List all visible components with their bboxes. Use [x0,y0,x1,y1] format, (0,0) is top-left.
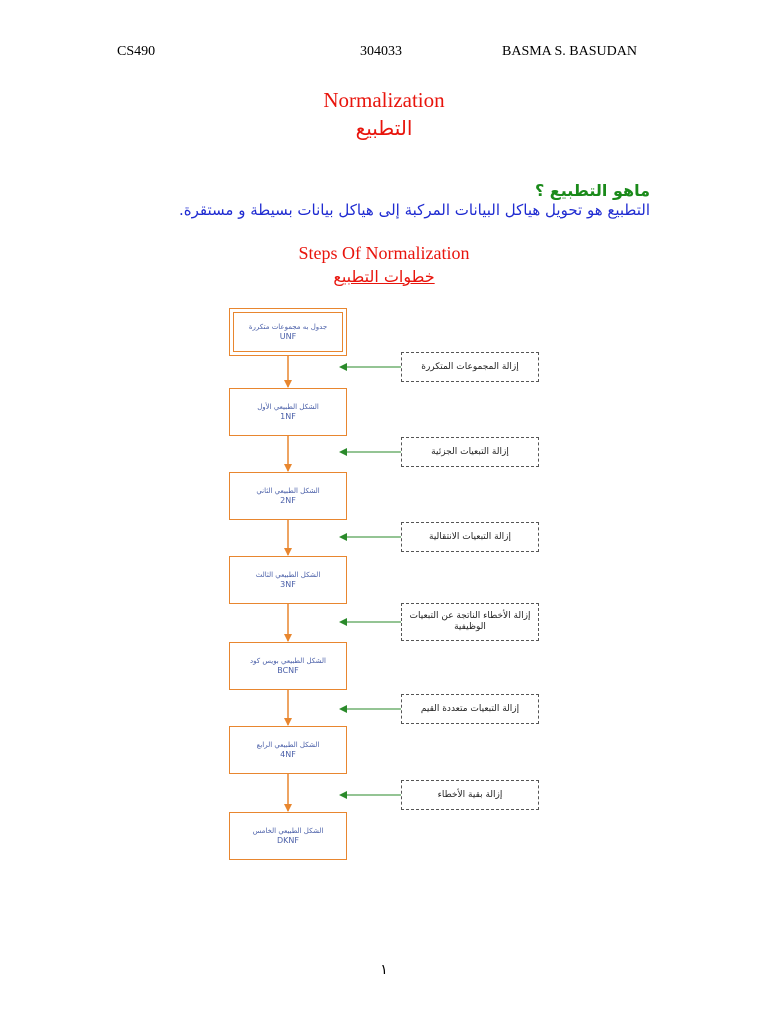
operation-box: إزالة الأخطاء الناتجة عن التبعيات الوظيفية [401,603,539,641]
intro-question: ماهو التطبيع ؟ [534,181,650,200]
form-box-2nf [229,472,347,520]
form-code: UNF [279,331,297,341]
operation-box: إزالة التبعيات متعددة القيم [401,694,539,724]
intro-definition: التطبيع هو تحويل هياكل البيانات المركبة إلى هياكل بيانات بسيطة و مستقرة. [179,201,650,219]
form-arabic-label: الشكل الطبيعي الرابع [256,740,320,749]
form-arabic-label: جدول به مجموعات متكررة [248,322,328,331]
operation-box: إزالة المجموعات المتكررة [401,352,539,382]
operation-box: إزالة التبعيات الانتقالية [401,522,539,552]
steps-heading: Steps Of Normalization [298,243,470,263]
page-title: Normalization [323,88,445,112]
form-box-4nf [229,726,347,774]
operation-box: إزالة بقية الأخطاء [401,780,539,810]
form-code: 4NF [280,749,296,759]
form-code: DKNF [277,835,299,845]
form-code: 2NF [280,495,296,505]
form-box-dknf [229,812,347,860]
form-code: 3NF [280,579,296,589]
header-author: BASMA S. BASUDAN [502,44,637,59]
page-title-arabic: التطبيع [355,116,413,140]
steps-heading-arabic: خطوات التطبيع [333,267,435,286]
form-box-1nf [229,388,347,436]
header-id: 304033 [360,44,402,59]
form-box-bcnf [229,642,347,690]
form-arabic-label: الشكل الطبيعي الخامس [252,826,324,835]
form-code: BCNF [277,665,299,675]
form-box-unf [229,308,347,356]
form-arabic-label: الشكل الطبيعي الأول [257,402,319,411]
header-course: CS490 [117,44,156,59]
form-arabic-label: الشكل الطبيعي بويس كود [250,656,326,665]
form-arabic-label: الشكل الطبيعي الثاني [256,486,320,495]
page-number: ١ [380,962,388,978]
form-arabic-label: الشكل الطبيعي الثالث [255,570,321,579]
form-box-3nf [229,556,347,604]
form-code: 1NF [280,411,296,421]
operation-box: إزالة التبعيات الجزئية [401,437,539,467]
